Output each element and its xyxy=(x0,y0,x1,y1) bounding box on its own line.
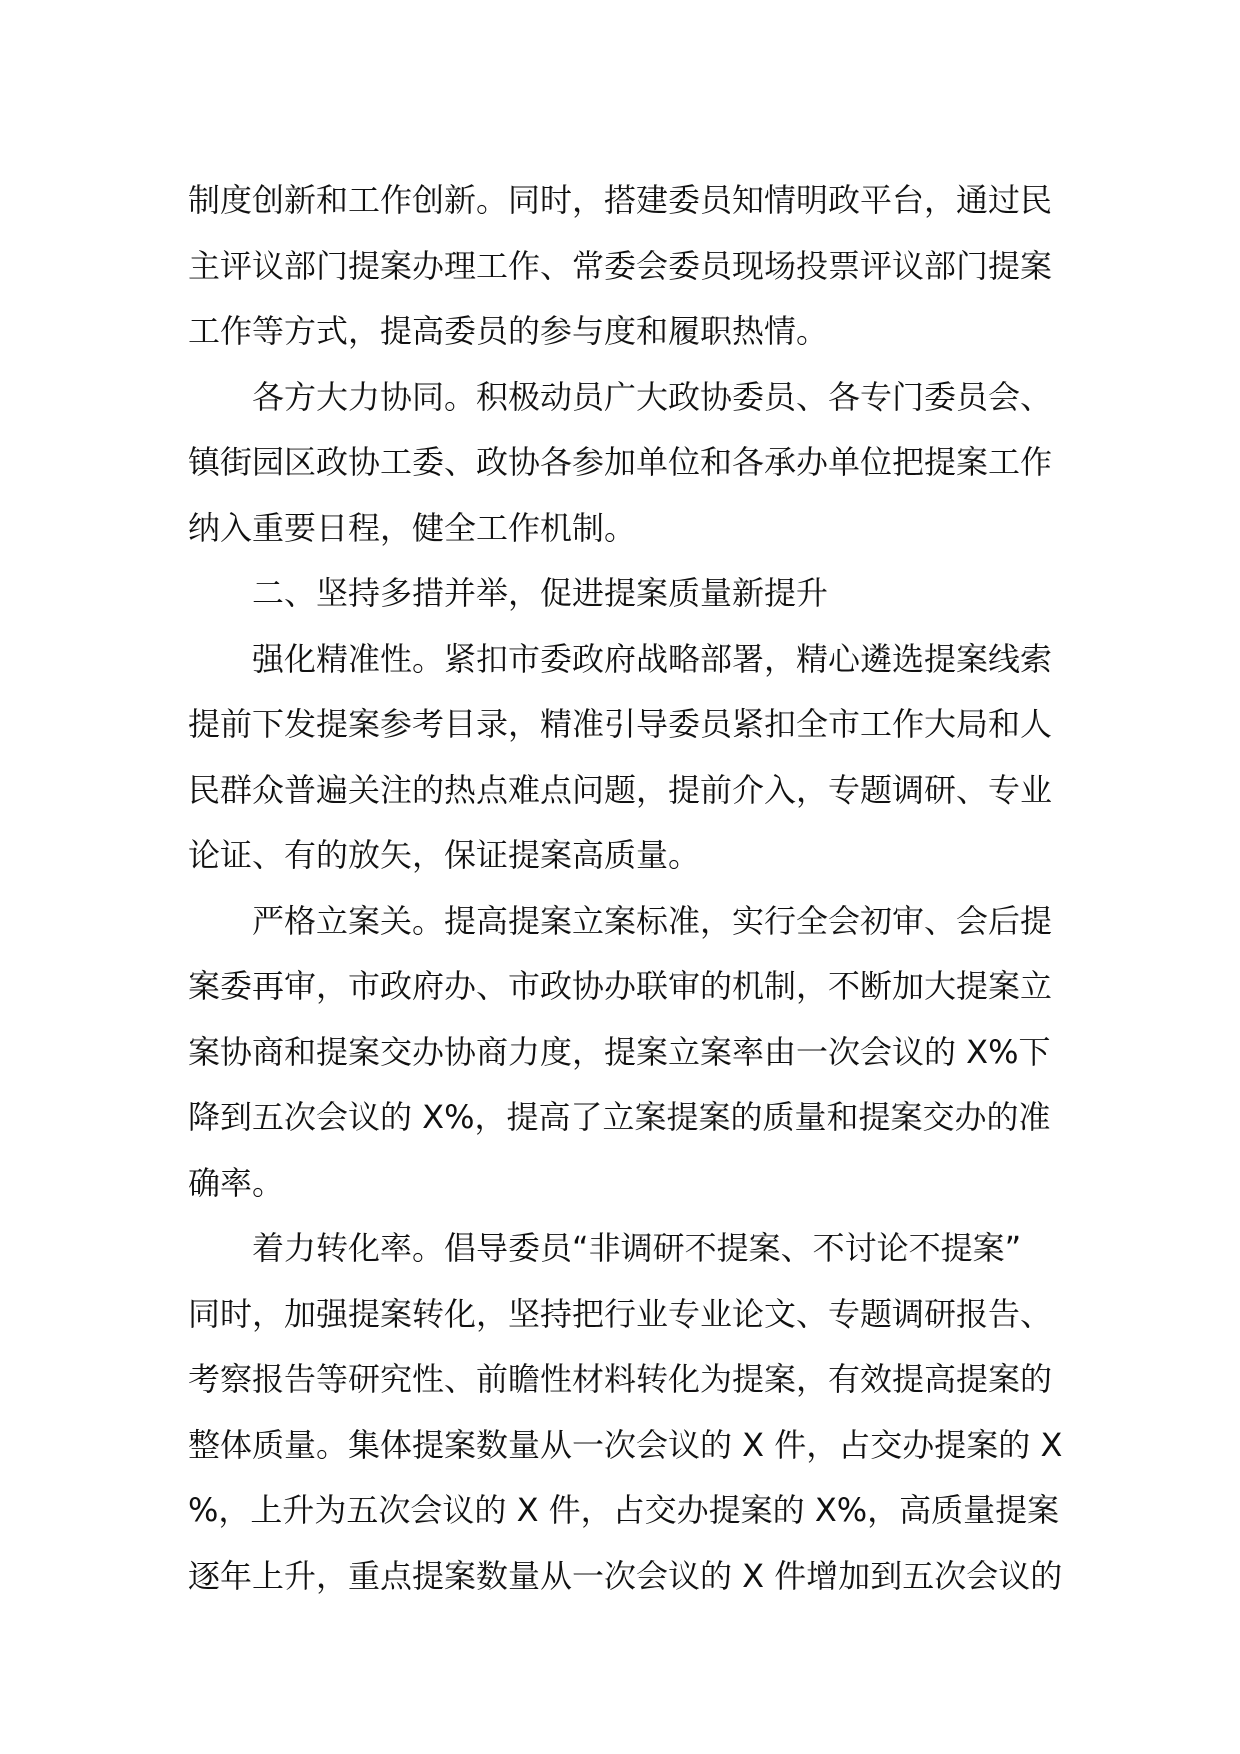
body-line: %，上升为五次会议的 X 件，占交办提案的 X%，高质量提案 xyxy=(188,1491,1060,1529)
paragraph-first-line: 严格立案关。提高提案立案标准，实行全会初审、会后提 xyxy=(252,901,1053,940)
body-line: 纳入重要日程，健全工作机制。 xyxy=(188,508,637,547)
body-line: 确率。 xyxy=(188,1163,285,1202)
body-line: 同时，加强提案转化，坚持把行业专业论文、专题调研报告、 xyxy=(188,1294,1053,1333)
body-line: 降到五次会议的 X%，提高了立案提案的质量和提案交办的准 xyxy=(188,1098,1051,1136)
body-line: 工作等方式，提高委员的参与度和履职热情。 xyxy=(188,312,829,350)
body-line: 镇街园区政协工委、政协各参加单位和各承办单位把提案工作 xyxy=(188,443,1053,481)
body-line: 主评议部门提案办理工作、常委会委员现场投票评议部门提案 xyxy=(188,246,1053,285)
body-line: 提前下发提案参考目录，精准引导委员紧扣全市工作大局和人 xyxy=(188,705,1053,743)
body-line: 民群众普遍关注的热点难点问题，提前介入，专题调研、专业 xyxy=(188,770,1053,809)
body-line: 论证、有的放矢，保证提案高质量。 xyxy=(188,836,701,874)
paragraph-first-line: 着力转化率。倡导委员“非调研不提案、不讨论不提案” xyxy=(252,1229,1022,1267)
body-line: 案协商和提案交办协商力度，提案立案率由一次会议的 X%下 xyxy=(188,1032,1051,1071)
body-line: 制度创新和工作创新。同时，搭建委员知情明政平台，通过民 xyxy=(188,181,1053,219)
body-line: 逐年上升，重点提案数量从一次会议的 X 件增加到五次会议的 xyxy=(188,1556,1063,1595)
body-line: 考察报告等研究性、前瞻性材料转化为提案，有效提高提案的 xyxy=(188,1360,1053,1398)
body-line: 整体质量。集体提案数量从一次会议的 X 件，占交办提案的 X xyxy=(188,1425,1063,1464)
document-body xyxy=(188,168,1063,1609)
body-line: 案委再审，市政府办、市政协办联审的机制，不断加大提案立 xyxy=(188,967,1053,1005)
section-heading: 二、坚持多措并举，促进提案质量新提升 xyxy=(252,574,829,612)
paragraph-first-line: 各方大力协同。积极动员广大政协委员、各专门委员会、 xyxy=(252,377,1053,416)
paragraph-first-line: 强化精准性。紧扣市委政府战略部署，精心遴选提案线索 xyxy=(252,639,1053,678)
